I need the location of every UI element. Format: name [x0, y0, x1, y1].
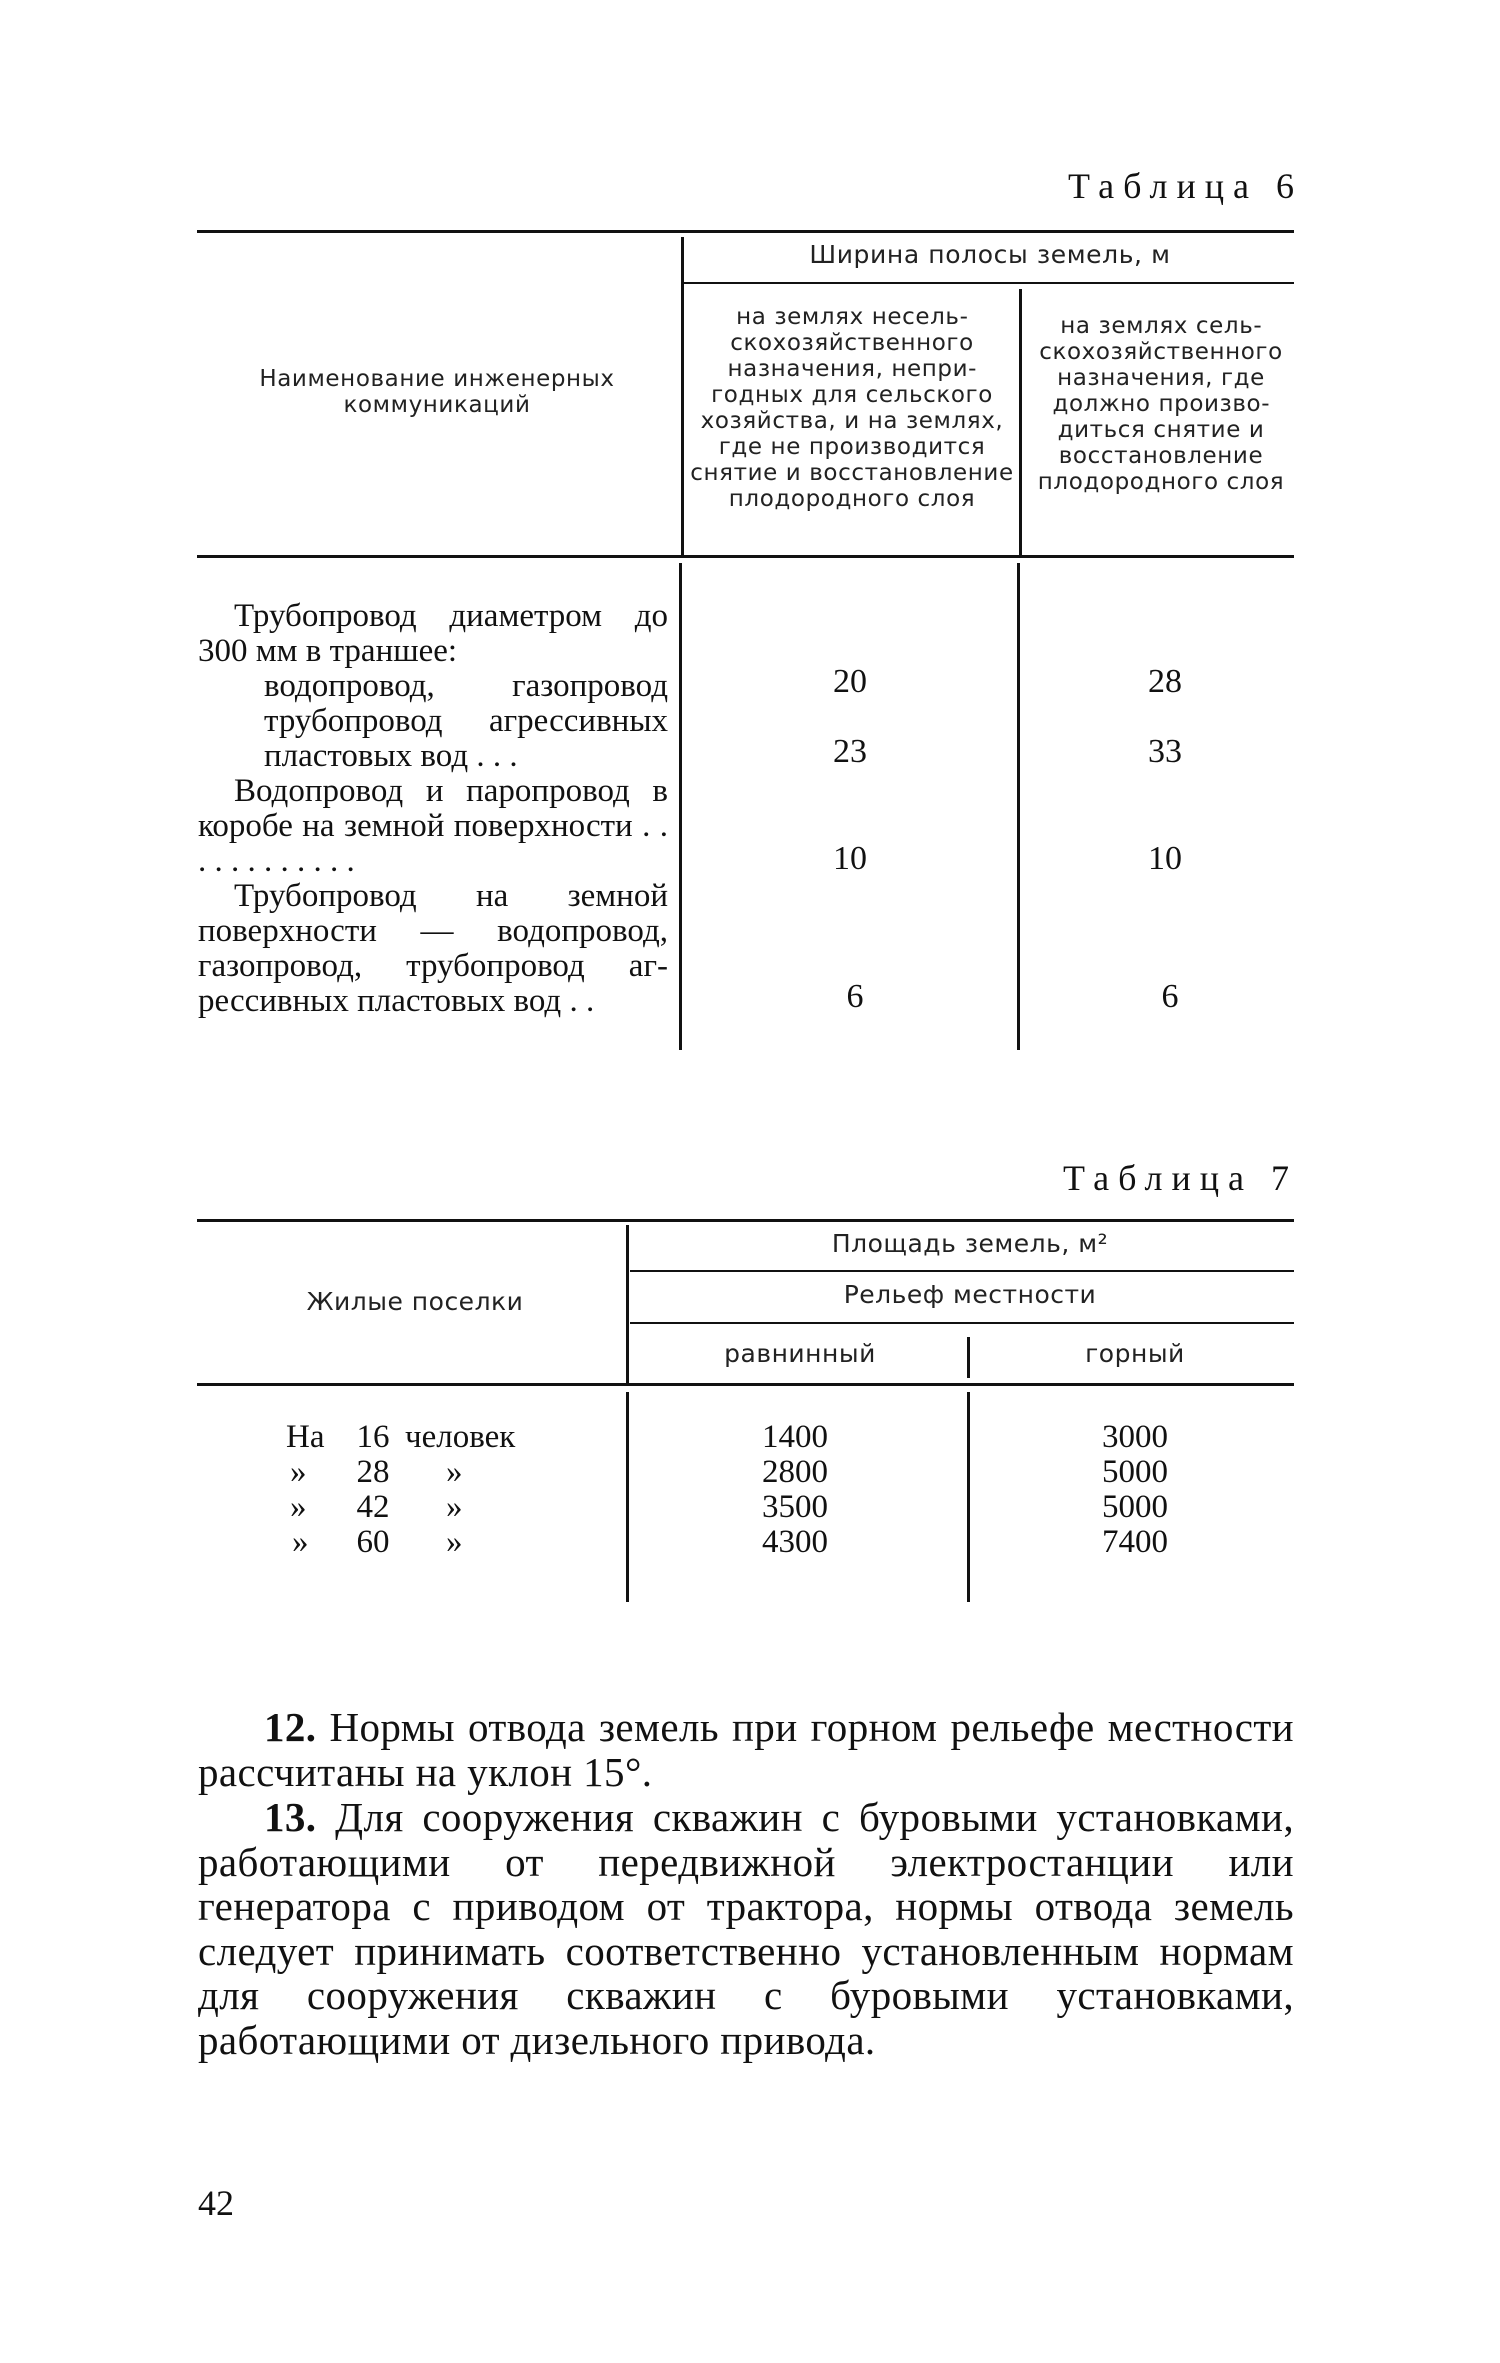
- table7-group-header: Площадь земель, м²: [831, 1229, 1109, 1258]
- table7-cell-unit: человек: [405, 1419, 516, 1455]
- table6-col2-header: на землях сельскохозяйственного назначения, где должно производиться снятие и восстановление плодородного слоя: [1037, 313, 1285, 495]
- table7-cell-prefix: »: [290, 1454, 307, 1490]
- table6-body-divider-1: [679, 563, 682, 1050]
- table6-row-value: 6: [846, 978, 864, 1015]
- table7-cell-count: 60: [356, 1524, 390, 1560]
- table7-caption: Таблица 7: [1063, 1158, 1298, 1198]
- table7-name-header: Жилые поселки: [306, 1287, 524, 1316]
- paragraph-number: 12.: [264, 1704, 317, 1750]
- table6-group-rule: [683, 282, 1294, 284]
- table6-divider-1: [681, 237, 684, 555]
- table7-top-rule: [197, 1219, 1294, 1222]
- table6-top-rule: [197, 230, 1294, 233]
- table6-row-name: Водопровод и паропровод в коробе на земной поверхности . . . . . . . . . . . .: [198, 773, 668, 879]
- table7-subgroup-rule: [630, 1322, 1294, 1324]
- table7-cell-count: 42: [356, 1489, 390, 1525]
- table7-body-divider-1: [626, 1392, 629, 1602]
- table6-row-name: водопровод, газопровод: [264, 668, 668, 704]
- table7-header-bottom-rule: [197, 1383, 1294, 1386]
- table7-group-rule: [630, 1270, 1294, 1272]
- table7-cell-value: 5000: [1102, 1489, 1168, 1525]
- table7-divider-2: [967, 1337, 970, 1378]
- table7-col1-header: равнинный: [724, 1339, 876, 1368]
- table7-cell-unit: »: [446, 1489, 463, 1525]
- table7-cell-value: 7400: [1102, 1524, 1168, 1560]
- table6-row-value: 23: [833, 733, 867, 770]
- table6-divider-2: [1019, 289, 1022, 555]
- table7-cell-value: 3500: [762, 1489, 828, 1525]
- table6-row-value: 6: [1161, 978, 1179, 1015]
- table7-cell-value: 4300: [762, 1524, 828, 1560]
- paragraph-text: Нормы отвода земель при горном рельефе местности рассчитаны на уклон 15°.: [198, 1704, 1295, 1795]
- table7-divider-1: [626, 1225, 629, 1383]
- table6-row-value: 33: [1148, 733, 1182, 770]
- table6-row-value: 20: [833, 663, 867, 700]
- table7-cell-value: 2800: [762, 1454, 828, 1490]
- table6-name-header: Наименование инженерных коммуникаций: [259, 366, 615, 418]
- table7-cell-count: 28: [356, 1454, 390, 1490]
- page-number: 42: [198, 2183, 234, 2223]
- table7-cell-value: 1400: [762, 1419, 828, 1455]
- paragraph-13: [198, 1795, 1294, 2062]
- table6-caption: Таблица 6: [1068, 166, 1303, 206]
- table6-group-header: Ширина полосы земель, м: [809, 240, 1171, 269]
- table7-cell-count: 16: [356, 1419, 390, 1455]
- table6-body-divider-2: [1017, 563, 1020, 1050]
- table6-col1-header: на землях несельскохозяйственного назначения, непригодных для сельского хозяйства, и на землях, где не производится снятие и восстановление плодородного слоя: [690, 304, 1014, 512]
- table6-row-name: Трубопровод диаметром до 300 мм в траншее:: [198, 598, 668, 669]
- paragraph-text: Для сооружения скважин с буровыми установками, работающими от передвижной электростанции или генератора с приводом от трактора, нормы отвода земель следует принимать соответственно установленным нормам для сооружения скважин с буровыми установками, работающими от дизельного привода.: [198, 1794, 1294, 2063]
- table6-row-value: 10: [1148, 840, 1182, 877]
- table7-subgroup-header: Рельеф местности: [843, 1280, 1097, 1309]
- table7-body-divider-2: [967, 1392, 970, 1602]
- table7-cell-unit: »: [446, 1524, 463, 1560]
- paragraph-12: [198, 1705, 1294, 1794]
- paragraph-number: 13.: [264, 1794, 317, 1840]
- table6-row-value: 28: [1148, 663, 1182, 700]
- table6-header-bottom-rule: [197, 555, 1294, 558]
- table6-row-value: 10: [833, 840, 867, 877]
- table6-row-name: трубопровод агрессивных пластовых вод . . .: [264, 703, 668, 774]
- table7-cell-prefix: »: [292, 1524, 309, 1560]
- table7-cell-value: 3000: [1102, 1419, 1168, 1455]
- table7-col2-header: горный: [1085, 1339, 1185, 1368]
- table6-row-name: Трубопровод на земной поверхности — водопровод, газопровод, трубопровод агрессивных пластовых вод . .: [198, 878, 668, 1019]
- table7-cell-prefix: »: [290, 1489, 307, 1525]
- table7-cell-prefix: На: [286, 1419, 325, 1455]
- table7-cell-unit: »: [446, 1454, 463, 1490]
- table7-cell-value: 5000: [1102, 1454, 1168, 1490]
